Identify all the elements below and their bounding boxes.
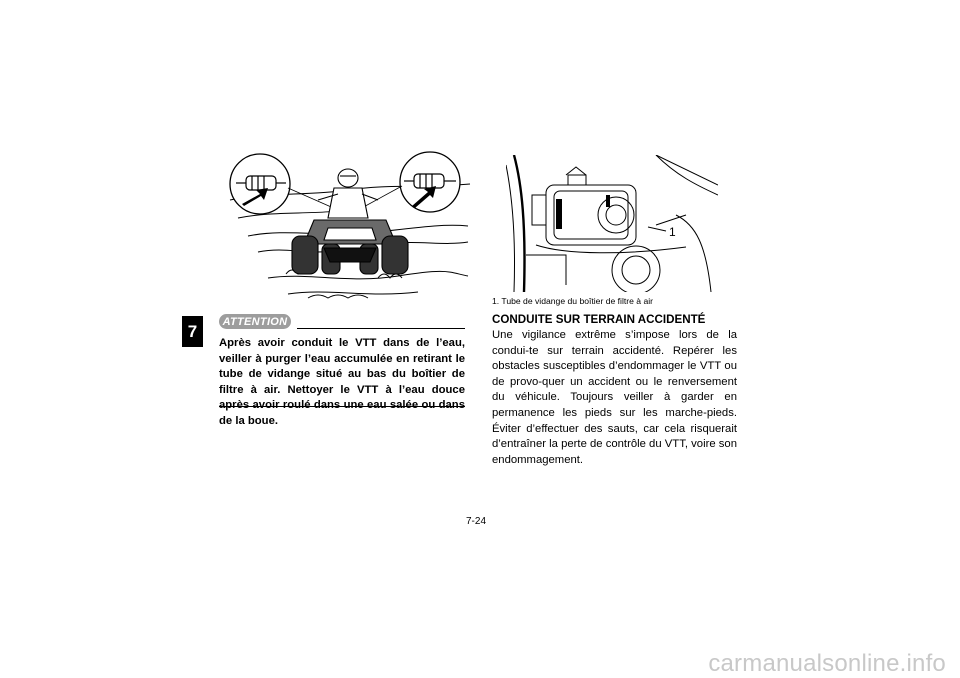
- section-body: Une vigilance extrême s’impose lors de la condui-te sur terrain accidenté. Repérer les obstacles susceptibles d’endommager le VTT ou de provo-quer un accident ou le renversement du véhicule. Toujours veiller à garder en permanence les pieds sur les marche-pieds. Éviter d’effectuer des sauts, car cela risquerait d’entraîner la perte de contrôle du VTT, voire son endommagement.: [492, 329, 737, 466]
- section-title: CONDUITE SUR TERRAIN ACCIDENTÉ: [492, 313, 706, 326]
- page-number: 7-24: [466, 516, 487, 527]
- chapter-tab: 7: [182, 316, 203, 347]
- attention-header: [219, 314, 465, 330]
- attention-badge: ATTENTION: [219, 314, 291, 329]
- attention-text: Après avoir conduit le VTT dans de l’eau, veiller à purger l’eau accumulée en retirant le tube de vidange situé au bas du boîtier de filtre à air. Nettoyer le VTT à l’eau douce après avoir roulé dans une eau salée ou dans de la boue.: [219, 337, 465, 427]
- attention-top-rule: [297, 328, 465, 329]
- watermark: carmanualsonline.info: [708, 650, 946, 677]
- atv-water-illustration: [228, 148, 472, 308]
- illustration-caption: 1. Tube de vidange du boîtier de filtre à air: [492, 296, 653, 306]
- callout-number: 1: [669, 225, 676, 239]
- attention-bottom-rule: [219, 406, 465, 407]
- air-filter-drain-illustration: [506, 155, 718, 292]
